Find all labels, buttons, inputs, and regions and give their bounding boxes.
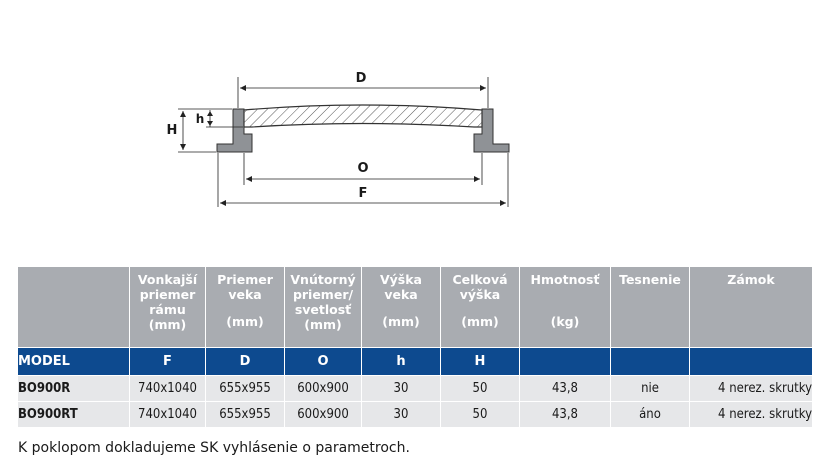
- symbol-F: F: [130, 348, 206, 376]
- header-weight: Hmotnosť (kg): [520, 267, 611, 348]
- cell-H: 50: [441, 402, 520, 428]
- cell-F: 740x1040: [130, 376, 206, 402]
- header-model: [18, 267, 130, 348]
- spec-table: [17, 266, 813, 428]
- header-row: [18, 267, 813, 348]
- cell-model: BO900R: [18, 376, 130, 402]
- footnote: K poklopom dokladujeme SK vyhlásenie o parametroch.: [18, 440, 410, 456]
- cell-lock: 4 nerez. skrutky: [690, 376, 813, 402]
- lid-section: [244, 105, 482, 127]
- dim-O-label: O: [357, 161, 369, 176]
- symbol-h: h: [362, 348, 441, 376]
- header-total-height: Celková výška (mm): [441, 267, 520, 348]
- cell-weight: 43,8: [520, 376, 611, 402]
- header-lid-height: Výška veka (mm): [362, 267, 441, 348]
- header-outer-frame: Vonkajší priemer rámu (mm): [130, 267, 206, 348]
- symbol-seal: [611, 348, 690, 376]
- cell-h: 30: [362, 402, 441, 428]
- cell-H: 50: [441, 376, 520, 402]
- table-row: [18, 402, 813, 428]
- cell-model: BO900RT: [18, 402, 130, 428]
- symbol-H: H: [441, 348, 520, 376]
- symbol-D: D: [206, 348, 285, 376]
- cell-O: 600x900: [285, 402, 362, 428]
- cell-D: 655x955: [206, 402, 285, 428]
- cell-seal: nie: [611, 376, 690, 402]
- cell-h: 30: [362, 376, 441, 402]
- cell-D: 655x955: [206, 376, 285, 402]
- dim-D-label: D: [355, 71, 367, 86]
- cell-weight: 43,8: [520, 402, 611, 428]
- cell-F: 740x1040: [130, 402, 206, 428]
- symbol-model: MODEL: [18, 348, 130, 376]
- header-seal: Tesnenie: [611, 267, 690, 348]
- dim-F-label: F: [358, 186, 368, 201]
- cell-lock: 4 nerez. skrutky: [690, 402, 813, 428]
- header-lid-diameter: Priemer veka (mm): [206, 267, 285, 348]
- symbol-weight: [520, 348, 611, 376]
- symbol-row: [18, 348, 813, 376]
- dim-H-label: H: [166, 123, 178, 138]
- dim-h-label: h: [195, 112, 205, 126]
- table-row: [18, 376, 813, 402]
- cell-seal: áno: [611, 402, 690, 428]
- header-inner-diameter: Vnútorný priemer/ svetlosť (mm): [285, 267, 362, 348]
- symbol-O: O: [285, 348, 362, 376]
- cell-O: 600x900: [285, 376, 362, 402]
- header-lock: Zámok: [690, 267, 813, 348]
- symbol-lock: [690, 348, 813, 376]
